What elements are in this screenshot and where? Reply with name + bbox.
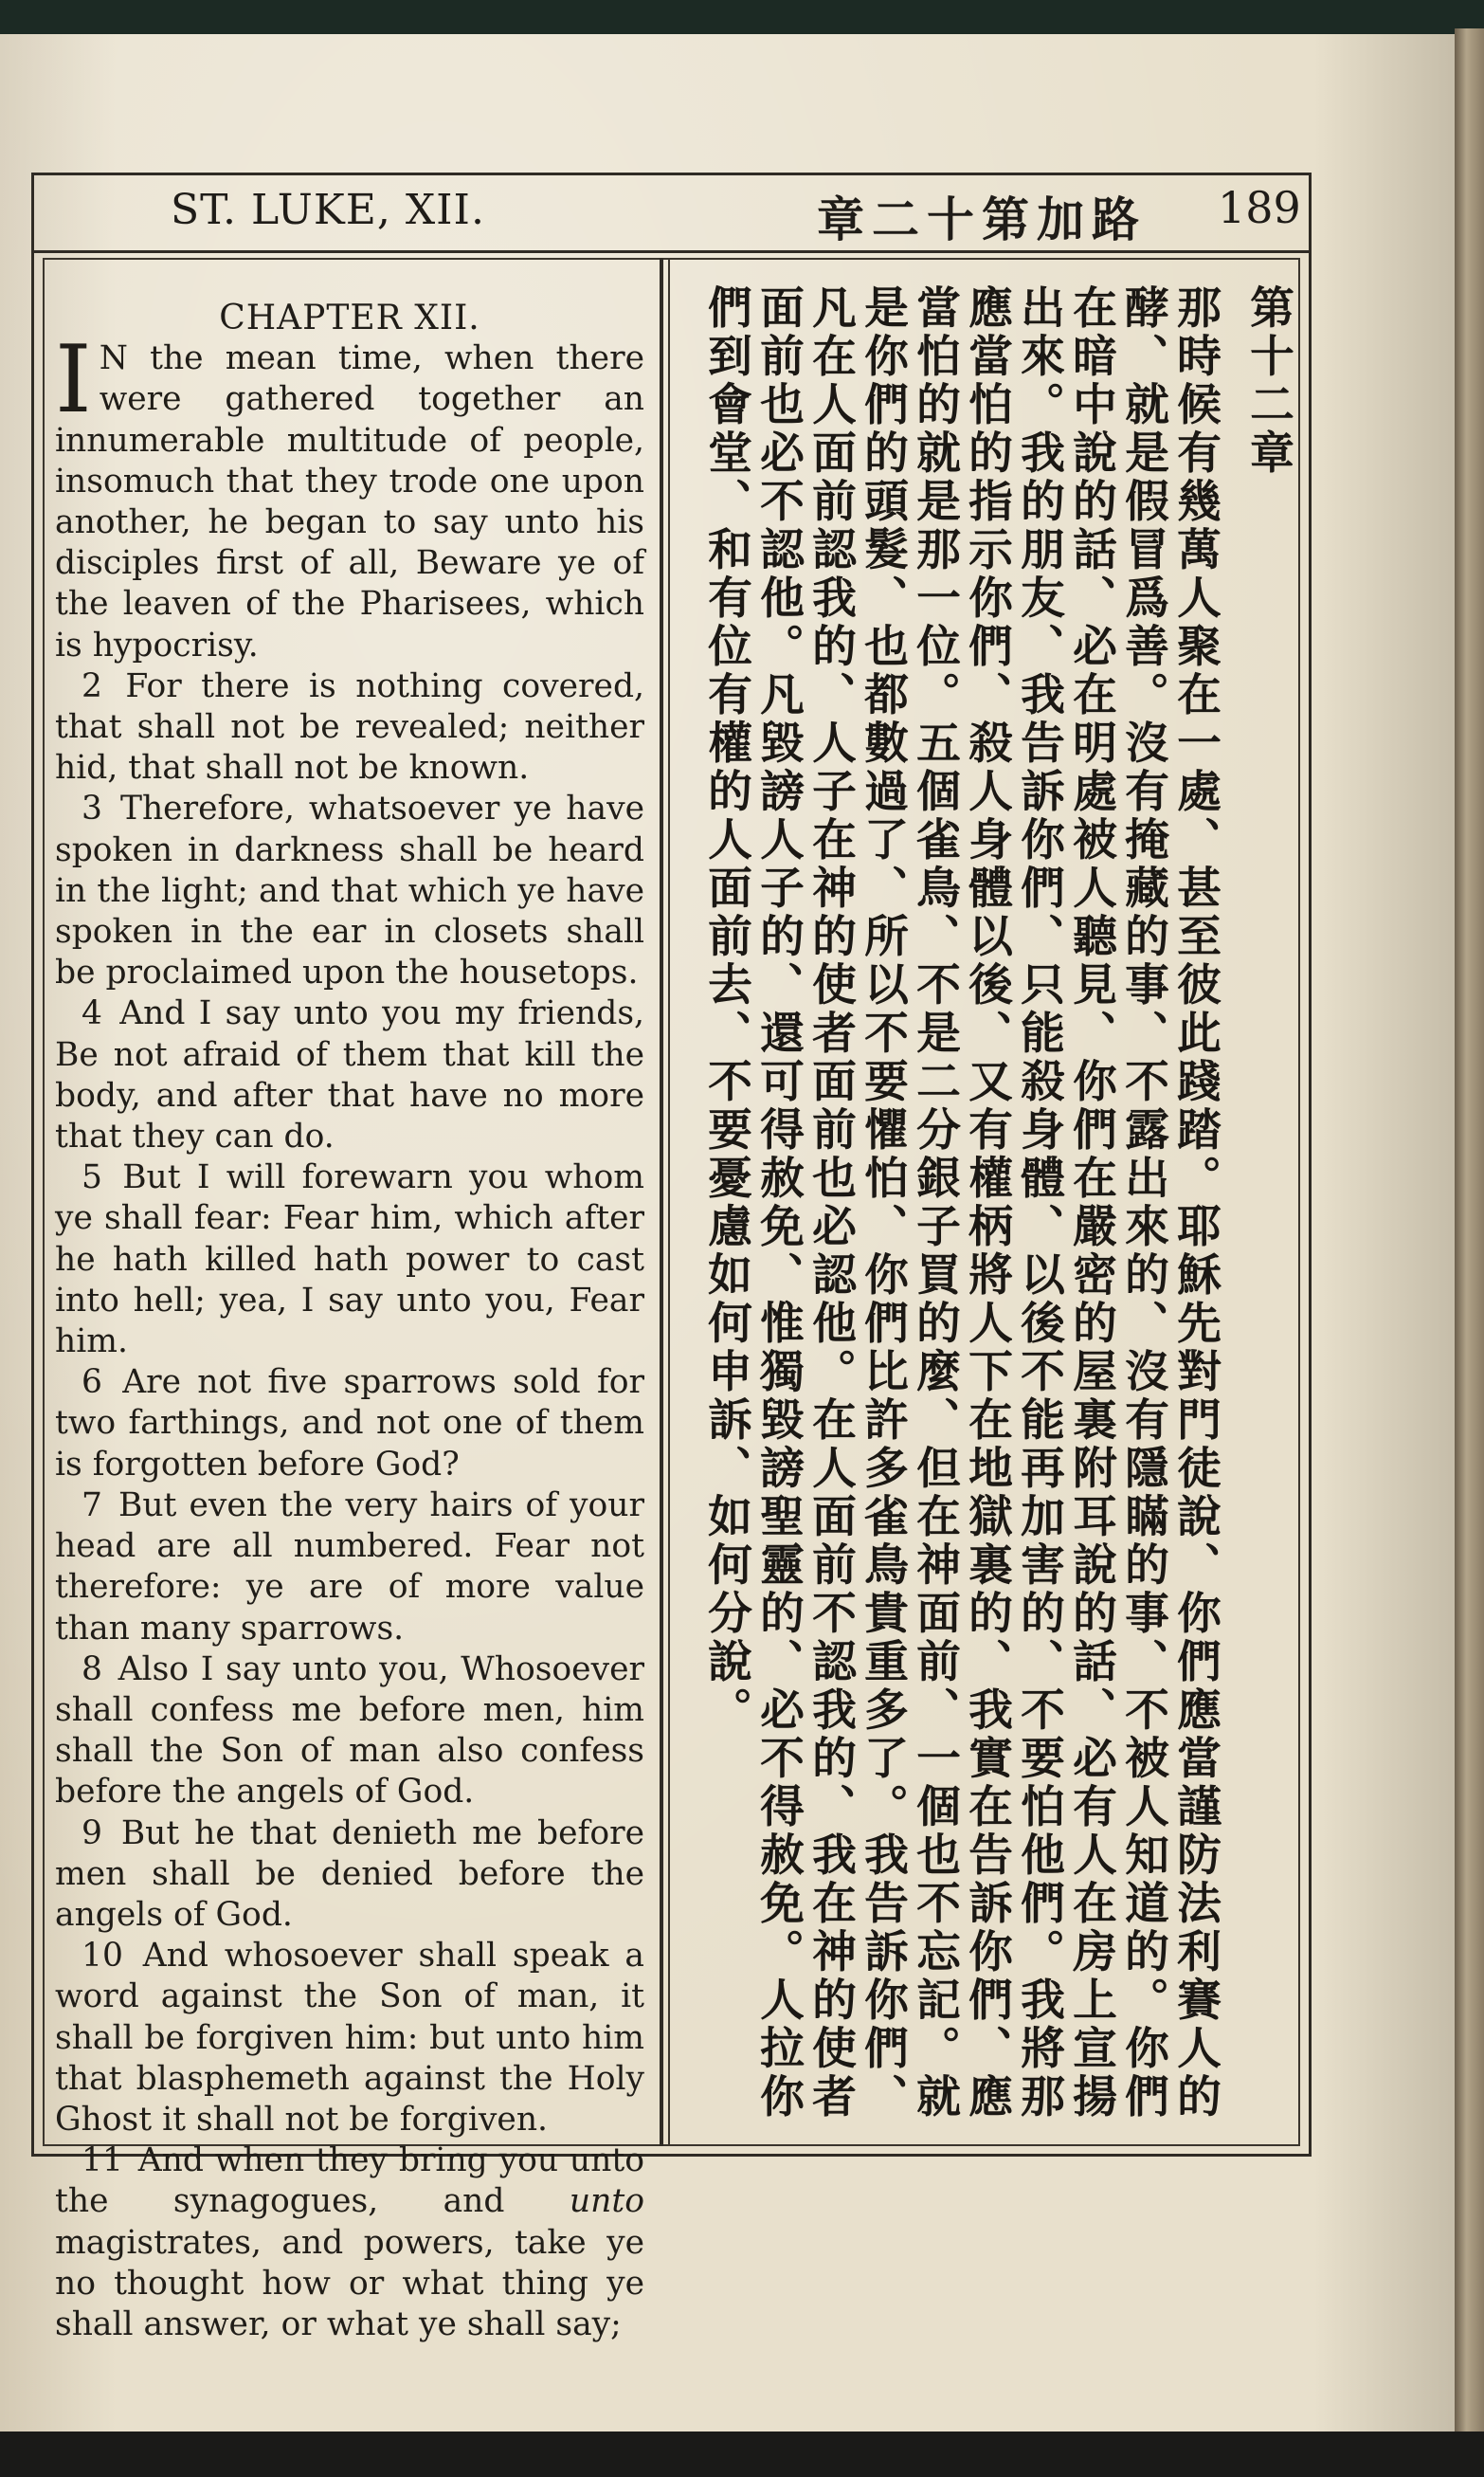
verse-number: 11 (81, 2141, 123, 2180)
column-divider-thin (668, 258, 670, 2146)
verse-number: 6 (81, 1363, 102, 1402)
verse-text: And whosoever shall speak a word against the Son of man, it shall be forgiven him: but unto him that blasphemeth against the Holy Ghost it shall not be forgiven. (55, 1937, 644, 2139)
verse-number: 4 (81, 994, 102, 1033)
verse-text: For there is nothing covered, that shall not be revealed; neither hid, that shall not be known. (55, 666, 645, 788)
verse-text: But he that denieth me before men shall be denied before the angels of God. (55, 1813, 644, 1934)
verse-6 (55, 1362, 644, 1485)
drop-cap: I (55, 326, 92, 435)
verse-7 (55, 1485, 644, 1649)
verse-10 (55, 1936, 644, 2140)
verse-5 (55, 1157, 644, 1362)
chapter-title: CHAPTER XII. (219, 299, 480, 337)
verse-text: But even the very hairs of your head are all numbered. Fear not therefore: ye are of more value than many sparrows. (55, 1485, 645, 1648)
book-bottom-edge (0, 2431, 1484, 2477)
verse-number: 5 (81, 1158, 102, 1197)
verse-text: Therefore, whatsoever ye have spoken in darkness shall be heard in the light; and that which ye have spoken in the ear in closets shall be proclaimed upon the housetops. (55, 790, 644, 993)
book-top-edge (0, 0, 1484, 38)
verse-text: N the mean time, when there were gathered together an innumerable multitude of people, insomuch that they trode one upon another, he began to say unto his disciples first of all, Beware ye of the leaven of the Pharisees, which is hypocrisy. (55, 339, 644, 665)
verse-text: Also I say unto you, Whosoever shall confess me before men, him shall the Son of man also confess before the angels of God. (55, 1649, 645, 1812)
verse-3 (55, 789, 644, 993)
verse-number: 3 (81, 790, 102, 829)
chinese-text: 那時候有幾萬人聚在一處、甚至彼此踐踏。耶穌先對門徒說、你們應當謹防法利賽人的酵、就是假冒爲善。沒有掩藏的事、不露出來的、沒有隱瞞的事、不被人知道的。你們在暗中說的話、必在明處被人聽見、你們在嚴密的屋裏附耳說的話、必有人在房上宣揚出來。我的朋友、我告訴你們、只能殺身體、以後不能再加害的、不要怕他們。我將那應當怕的指示你們、殺人身體以後、又有權柄將人下在地獄裏的、我實在告訴你們、應當怕的就是那一位。五個雀鳥、不是二分銀子買的麼、但在神面前、一個也不忘記。就是你們的頭髮、也都數過了、所以不要懼怕、你們比許多雀鳥貴重多了。我告訴你們、凡在人面前認我的、人子在神的使者面前也必認他。在人面前不認我的、我在神的使者面前也必不認他。凡毀謗人子的、還可得赦免、惟獨毀謗聖靈的、必不得赦免。人拉你們到會堂、和有位有權的人面前去、不要憂慮如何申訴、如何分說。 (700, 284, 1221, 2122)
verse-9 (55, 1813, 644, 1937)
verse-text: And when they bring you unto the synagogues, and (55, 2141, 644, 2221)
header-rule (31, 250, 1309, 253)
verse-text: But I will forewarn you whom ye shall fear: Fear him, which after he hath killed hath power to cast into hell; yea, I say unto you, Fear him. (55, 1158, 644, 1361)
verse-11 (55, 2140, 644, 2345)
verse-number: 2 (81, 666, 102, 705)
verse-8 (55, 1649, 644, 1813)
book-page-edge (1455, 28, 1484, 2436)
verse-2 (55, 666, 644, 790)
verse-number: 7 (81, 1485, 102, 1524)
verse-number: 8 (81, 1649, 102, 1688)
verse-text: And I say unto you my friends, Be not afraid of them that kill the body, and after that have no more that they can do. (55, 994, 645, 1157)
english-column (55, 281, 644, 2345)
chinese-column (687, 284, 1294, 2142)
column-divider (660, 258, 663, 2146)
page-number: 189 (1218, 182, 1301, 233)
italic-word: unto (569, 2182, 644, 2221)
running-head-chinese: 章二十第加路 (817, 192, 1147, 247)
chinese-chapter-label: 第十二章 (1242, 284, 1294, 478)
running-head-english: ST. LUKE, XII. (171, 186, 485, 234)
verse-4 (55, 993, 644, 1157)
verse-text: Are not five sparrows sold for two farthings, and not one of them is forgotten before God? (55, 1363, 644, 1484)
verse-1 (55, 326, 644, 666)
verse-number: 10 (81, 1937, 123, 1976)
verse-text: magistrates, and powers, take ye no thought how or what thing ye shall answer, or what ye shall say; (55, 2223, 644, 2343)
verse-number: 9 (81, 1813, 102, 1852)
